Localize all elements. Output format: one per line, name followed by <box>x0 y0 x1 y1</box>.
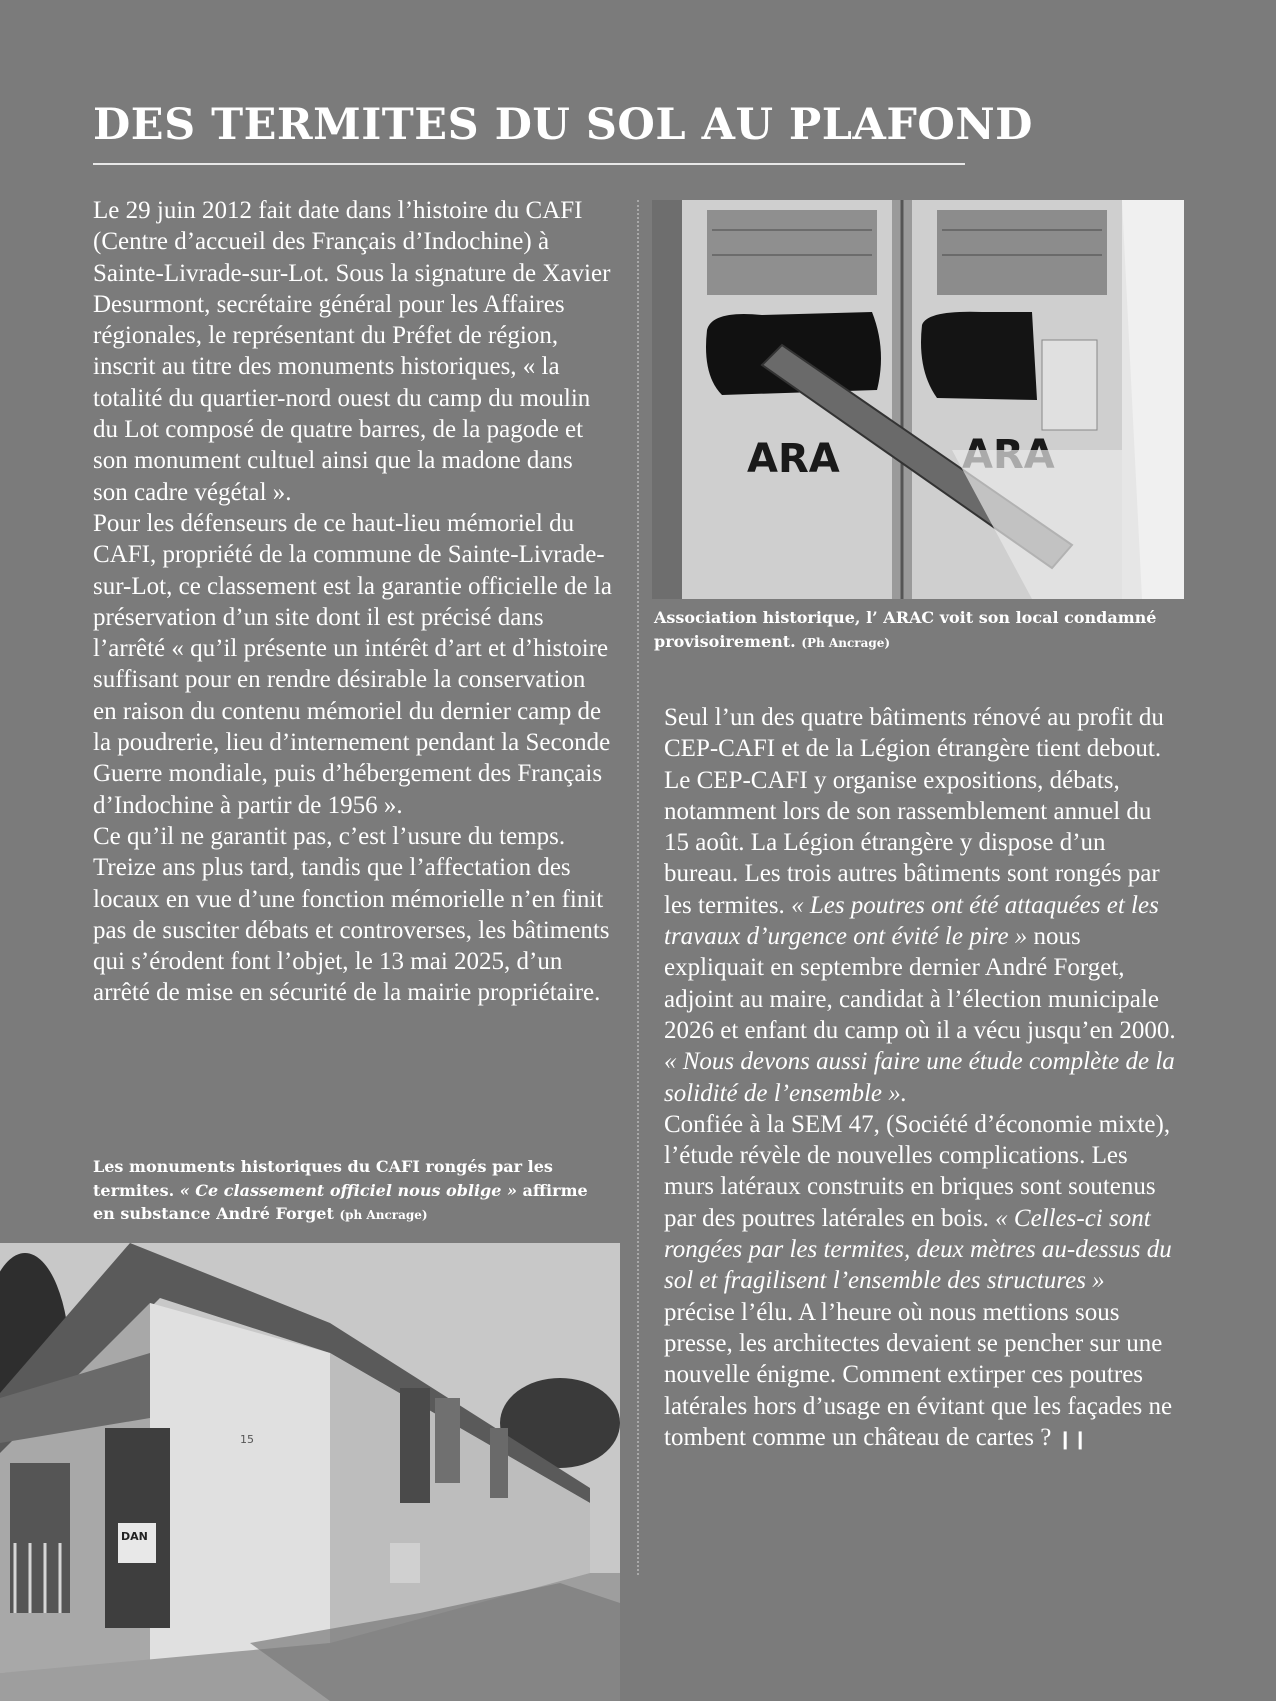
left-paragraph-3: Ce qu’il ne garantit pas, c’est l’usure du temps. Treize ans plus tard, tandis que l’affectation des locaux en vue d’une fonction mémorielle n’en finit pas de susciter débats et controverses, les bâtiments qui s’érodent font l’objet, le 13 mai 2025, d’un arrêté de mise en sécurité de la mairie propriétaire. <box>93 822 610 1007</box>
column-divider <box>637 200 639 1575</box>
end-mark: ❙❙ <box>1057 1428 1088 1450</box>
caption-arac <box>654 606 1174 655</box>
left-paragraph-1: Le 29 juin 2012 fait date dans l’histoire du CAFI (Centre d’accueil des Français d’Indochine) à Sainte-Livrade-sur-Lot. Sous la signature de Xavier Desurmont, secrétaire général pour les Affaires régionales, le représentant du Préfet de région, inscrit au titre des monuments historiques, « la totalité du quartier-nord ouest du camp du moulin du Lot composé de quatre barres, de la pagode et son monument cultuel ainsi que la madone dans son cadre végétal ». <box>93 197 611 506</box>
caption-cafi-quote: « Ce classement officiel nous oblige » <box>179 1180 517 1200</box>
quote-etude: « Nous devons aussi faire une étude complète de la solidité de l’ensemble ». <box>664 1048 1175 1107</box>
caption-arac-text: Association historique, l’ ARAC voit son local condamné provisoirement. <box>654 608 1157 651</box>
left-column <box>93 195 613 1009</box>
right-paragraph-1: Seul l’un des quatre bâtiments rénové au profit du CEP-CAFI et de la Légion étrangère tient debout. Le CEP-CAFI y organise expositions, débats, notamment lors de son rassemblement annuel du 15 août. La Légion étrangère y dispose d’un bureau. Les trois autres bâtiments sont rongés par les termites. « Les poutres ont été attaquées et les travaux d’urgence ont évité le pire » nous expliquait en septembre dernier André Forget, adjoint au maire, candidat à l’élection municipale 2026 et enfant du camp où il a vécu jusqu’en 2000. <box>664 704 1176 1044</box>
photo-cafi-barrack <box>0 1243 620 1701</box>
caption-cafi: Les monuments historiques du CAFI rongés par les termites. « Ce classement officiel nous oblige » affirme en substance André Forget (ph Ancrage) <box>93 1157 588 1223</box>
caption-cafi-credit: (ph Ancrage) <box>339 1208 428 1222</box>
right-column <box>664 702 1179 1455</box>
door-stencil-left: ARA <box>747 436 840 482</box>
title-underline <box>93 163 965 165</box>
right-paragraph-2 <box>664 1046 1179 1109</box>
barrack-sign: DAN <box>121 1530 148 1543</box>
photo-arac-door <box>652 200 1184 599</box>
article-title: DES TERMITES DU SOL AU PLAFOND <box>93 100 1033 150</box>
barrack-number: 15 <box>240 1433 254 1446</box>
left-paragraph-2: Pour les défenseurs de ce haut-lieu mémoriel du CAFI, propriété de la commune de Sainte-Livrade-sur-Lot, ce classement est la garantie officielle de la préservation d’un site dont il est précisé dans l’arrêté « qu’il présente un intérêt d’art et d’histoire suffisant pour en rendre désirable la conservation en raison du contenu mémoriel du dernier camp de la poudrerie, lieu d’internement pendant la Seconde Guerre mondiale, puis d’hébergement des Français d’Indochine à partir de 1956 ». <box>93 509 612 819</box>
quote-termites: « Celles-ci sont rongées par les termites, deux mètres au-dessus du sol et fragilisent l’ensemble des structures » <box>664 1204 1172 1295</box>
quote-poutres: « Les poutres ont été attaquées et les travaux d’urgence ont évité le pire » <box>664 891 1159 951</box>
right-paragraph-3: Confiée à la SEM 47, (Société d’économie mixte), l’étude révèle de nouvelles complications. Les murs latéraux construits en briques sont soutenus par des poutres latérales en bois. « Celles-ci sont rongées par les termites, deux mètres au-dessus du sol et fragilisent l’ensemble des structures » précise l’élu. A l’heure où nous mettions sous presse, les architectes devaient se pencher sur une nouvelle énigme. Comment extirper ces poutres latérales hors d’usage en évitant que les façades ne tombent comme un château de cartes ? ❙❙ <box>664 1110 1173 1451</box>
caption-arac-credit: (Ph Ancrage) <box>801 635 891 650</box>
